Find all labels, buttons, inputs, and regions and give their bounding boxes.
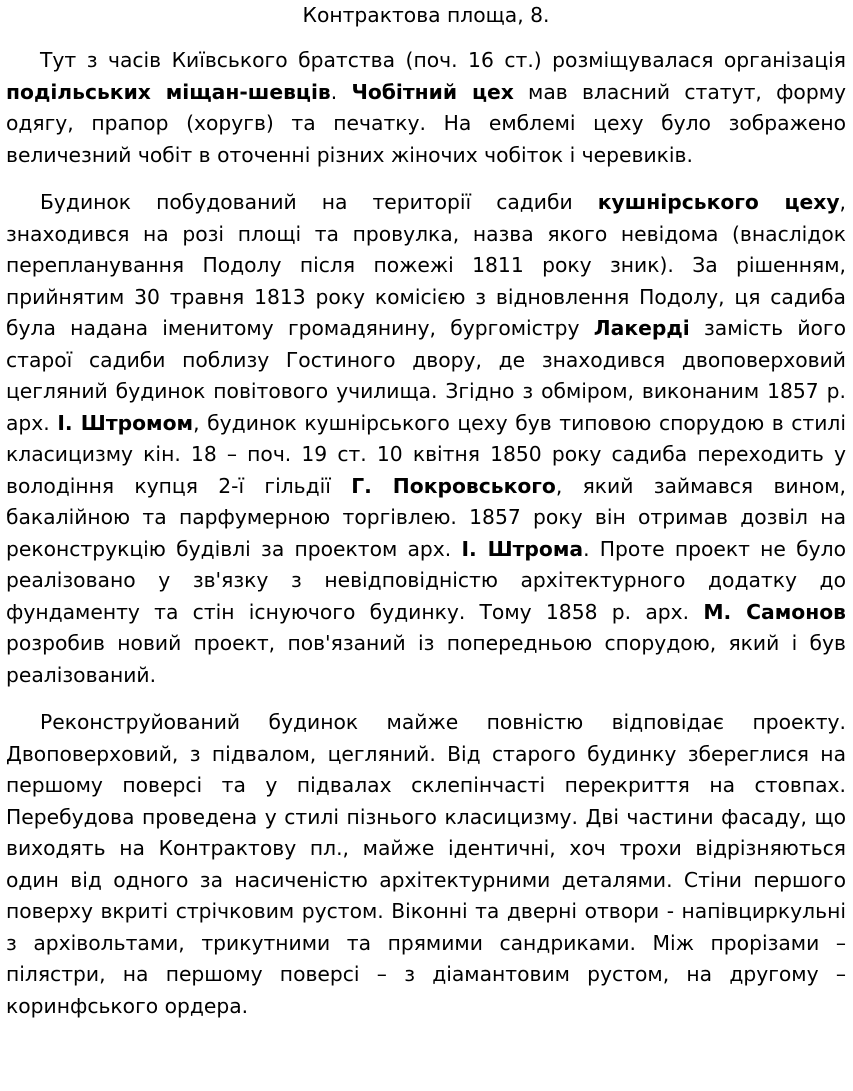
paragraph-3 <box>6 707 846 1022</box>
text-run: мав власний статут, форму одягу, прапор (хоругв) та печатку. На емблемі цеху було зображено величезний чобіт в оточенні різних жіночих чобіток і черевиків. <box>6 79 846 167</box>
document-page <box>6 0 846 1022</box>
text-run: Реконструйований будинок майже повністю відповідає проекту. Двоповерховий, з підвалом, цегляний. Від старого будинку збереглися на першому поверсі та у підвалах склепінчасті перекриття на стовпах. Перебудова проведена у стилі пізнього класицизму. Дві частини фасаду, що виходять на Контрактову пл., майже ідентичні, хоч трохи відрізняються один від одного за насиченістю архітектурними деталями. Стіни першого поверху вкриті стрічковим рустом. Віконні та дверні отвори - напівциркульні з архівольтами, трикутними та прямими сандриками. Між прорізами – пілястри, на першому поверсі – з діамантовим рустом, на другому – коринфського ордера. <box>6 710 846 1018</box>
bold-term: Лакерді <box>593 316 690 340</box>
text-run: Тут з часів Київського братства (поч. 16 ст.) розміщувалася організація <box>40 48 846 72</box>
bold-term: Чобітний цех <box>351 79 514 104</box>
text-run: , будинок кушнірського цеху був типовою спорудою в стилі класицизму кін. 18 – поч. 19 ст. 10 квітня 1850 року садиба переходить у володіння купця 2-ї гільдії <box>6 410 846 498</box>
text-run: , який займався вином, бакалійною та парфумерною торгівлею. 1857 року він отримав дозвіл на реконструкцію будівлі за проектом арх. <box>6 473 846 561</box>
bold-term: Г. Покровського <box>351 473 556 498</box>
paragraph-2 <box>6 187 846 691</box>
paragraph-1 <box>6 45 846 171</box>
text-run: . Проте проект не було реалізовано у зв'язку з невідповідністю архітектурного додатку до фундаменту та стін існуючого будинку. Тому 1858 р. арх. <box>6 536 846 624</box>
text-run: розробив новий проект, пов'язаний із попередньою спорудою, який і був реалізований. <box>6 631 846 687</box>
text-run: . <box>330 79 352 104</box>
bold-term: подільських міщан-шевців <box>6 79 331 104</box>
text-run: Будинок побудований на території садиби <box>40 190 598 214</box>
bold-term: І. Штромом <box>57 410 194 435</box>
document-title: Контрактова площа, 8. <box>302 3 550 27</box>
text-run: , знаходився на розі площі та провулка, назва якого невідома (внаслідок перепланування Подолу після пожежі 1811 року зник). За рішенням, прийнятим 30 травня 1813 року комісією з відновлення Подолу, ця садиба була надана іменитому громадянину, бургомістру <box>6 190 846 340</box>
text-run: замість його старої садиби поблизу Гостиного двору, де знаходився двоповерховий цегляний будинок повітового училища. Згідно з обміром, виконаним 1857 р. арх. <box>6 316 846 435</box>
bold-term: І. Штрома <box>461 536 584 561</box>
bold-term: кушнірського цеху <box>597 190 840 214</box>
bold-term: М. Самонов <box>703 599 846 624</box>
